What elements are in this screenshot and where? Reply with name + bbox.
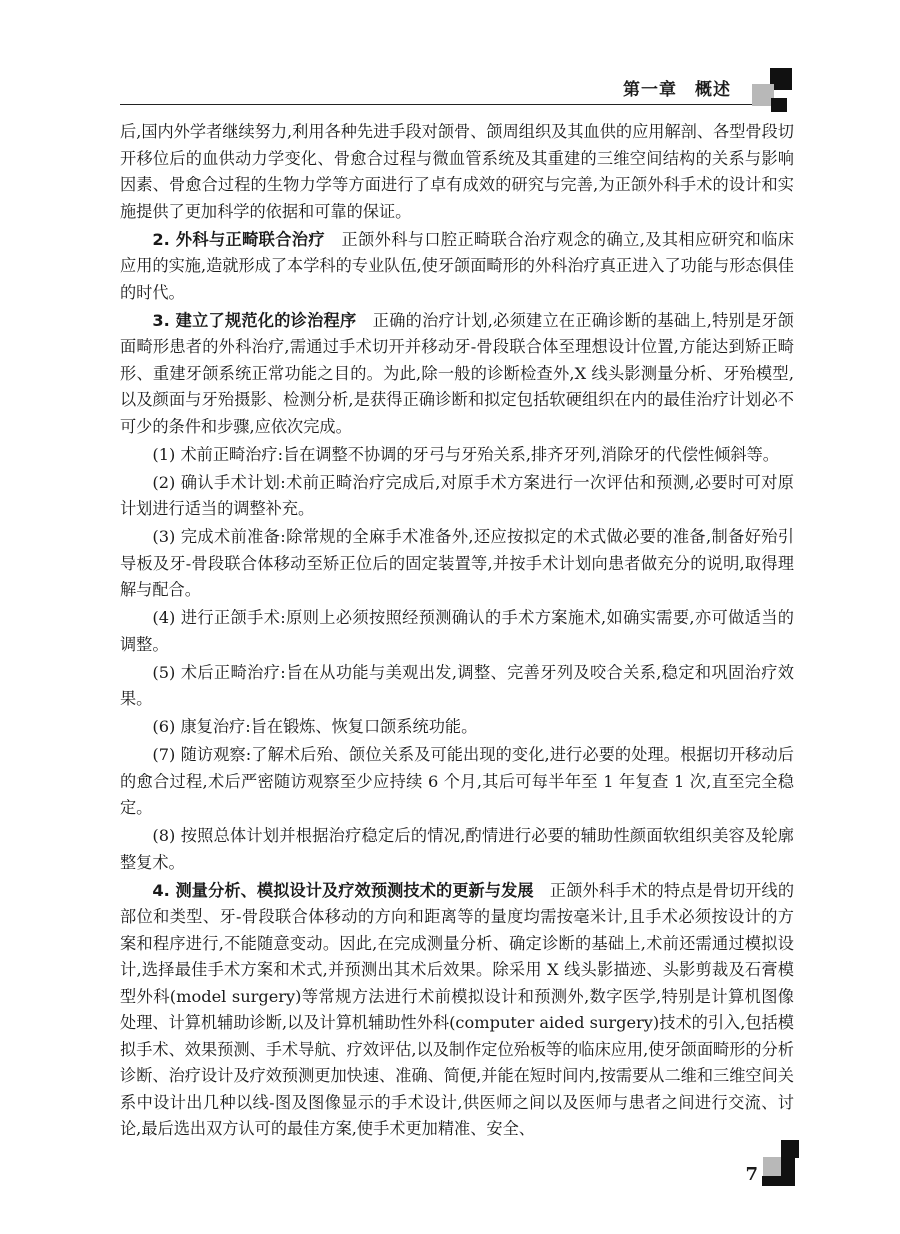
ornament-square — [781, 1140, 799, 1158]
list-item: (2) 确认手术计划:术前正畸治疗完成后,对原手术方案进行一次评估和预测,必要时可对原计划进行适当的调整补充。 — [120, 472, 794, 518]
page-number: 7 — [745, 1164, 758, 1185]
list-item: (4) 进行正颌手术:原则上必须按照经预测确认的手术方案施术,如确实需要,亦可做适当的调整。 — [120, 608, 794, 654]
section-heading: 2. 外科与正畸联合治疗 — [152, 229, 325, 249]
section-heading: 4. 测量分析、模拟设计及疗效预测技术的更新与发展 — [152, 880, 534, 900]
ornament-square — [763, 1157, 783, 1177]
list-item: (7) 随访观察:了解术后殆、颌位关系及可能出现的变化,进行必要的处理。根据切开移动后的愈合过程,术后严密随访观察至少应持续 6 个月,其后可每半年至 1 年复查 1 次,直至完全稳定。 — [120, 745, 794, 817]
paragraph: 后,国内外学者继续努力,利用各种先进手段对颌骨、颌周组织及其血供的应用解剖、各型骨段切开移位后的血供动力学变化、骨愈合过程与微血管系统及其重建的三维空间结构的关系与影响因素、骨愈合过程的生物力学等方面进行了卓有成效的研究与完善,为正颌外科手术的设计和实施提供了更加科学的依据和可靠的保证。 — [120, 122, 794, 221]
list-item: (3) 完成术前准备:除常规的全麻手术准备外,还应按拟定的术式做必要的准备,制备好殆引导板及牙-骨段联合体移动至矫正位后的固定装置等,并按手术计划向患者做充分的说明,取得理解与配合。 — [120, 527, 794, 599]
list-item: (6) 康复治疗:旨在锻炼、恢复口颌系统功能。 — [152, 717, 478, 736]
chapter-title: 第一章 概述 — [623, 80, 731, 100]
paragraph: 4. 测量分析、模拟设计及疗效预测技术的更新与发展 正颌外科手术的特点是骨切开线的部位和类型、牙-骨段联合体移动的方向和距离等的量度均需按毫米计,且手术必须按设计的方案和程序进行,不能随意变动。因此,在完成测量分析、确定诊断的基础上,术前还需通过模拟设计,选择最佳手术方案和术式,并预测出其术后效果。除采用 X 线头影描迹、头影剪裁及石膏模型外科(model surgery)等常规方法进行术前模拟设计和预测外,数字医学,特别是计算机图像处理、计算机辅助诊断,以及计算机辅助性外科(computer aided surgery)技术的引入,包括模拟手术、效果预测、手术导航、疗效评估,以及制作定位殆板等的临床应用,使牙颌面畸形的分析诊断、治疗设计及疗效预测更加快速、准确、简便,并能在短时间内,按需要从二维和三维空间关系中设计出几种以线-图及图像显示的手术设计,供医师之间以及医师与患者之间进行交流、讨论,最后选出双方认可的最佳方案,使手术更加精准、安全、 — [120, 880, 795, 1138]
paragraph: 3. 建立了规范化的诊治程序 正确的治疗计划,必须建立在正确诊断的基础上,特别是牙颌面畸形患者的外科治疗,需通过手术切开并移动牙-骨段联合体至理想设计位置,方能达到矫正畸形、重建牙颌系统正常功能之目的。为此,除一般的诊断检查外,X 线头影测量分析、牙殆模型,以及颜面与牙殆摄影、检测分析,是获得正确诊断和拟定包括软硬组织在内的最佳治疗计划必不可少的条件和步骤,应依次完成。 — [120, 310, 794, 436]
page-body — [120, 119, 794, 1143]
paragraph: 2. 外科与正畸联合治疗 正颌外科与口腔正畸联合治疗观念的确立,及其相应研究和临床应用的实施,造就形成了本学科的专业队伍,使牙颌面畸形的外科治疗真正进入了功能与形态俱佳的时代。 — [120, 229, 794, 302]
section-heading: 3. 建立了规范化的诊治程序 — [152, 310, 357, 330]
list-item: (8) 按照总体计划并根据治疗稳定后的情况,酌情进行必要的辅助性颜面软组织美容及轮廓整复术。 — [120, 826, 794, 872]
ornament-square — [771, 98, 787, 112]
list-item: (5) 术后正畸治疗:旨在从功能与美观出发,调整、完善牙列及咬合关系,稳定和巩固治疗效果。 — [120, 662, 794, 708]
ornament-square — [781, 1158, 795, 1186]
header-rule — [120, 104, 754, 105]
list-item: (1) 术前正畸治疗:旨在调整不协调的牙弓与牙殆关系,排齐牙列,消除牙的代偿性倾斜等。 — [152, 444, 779, 464]
ornament-square — [762, 1176, 782, 1186]
